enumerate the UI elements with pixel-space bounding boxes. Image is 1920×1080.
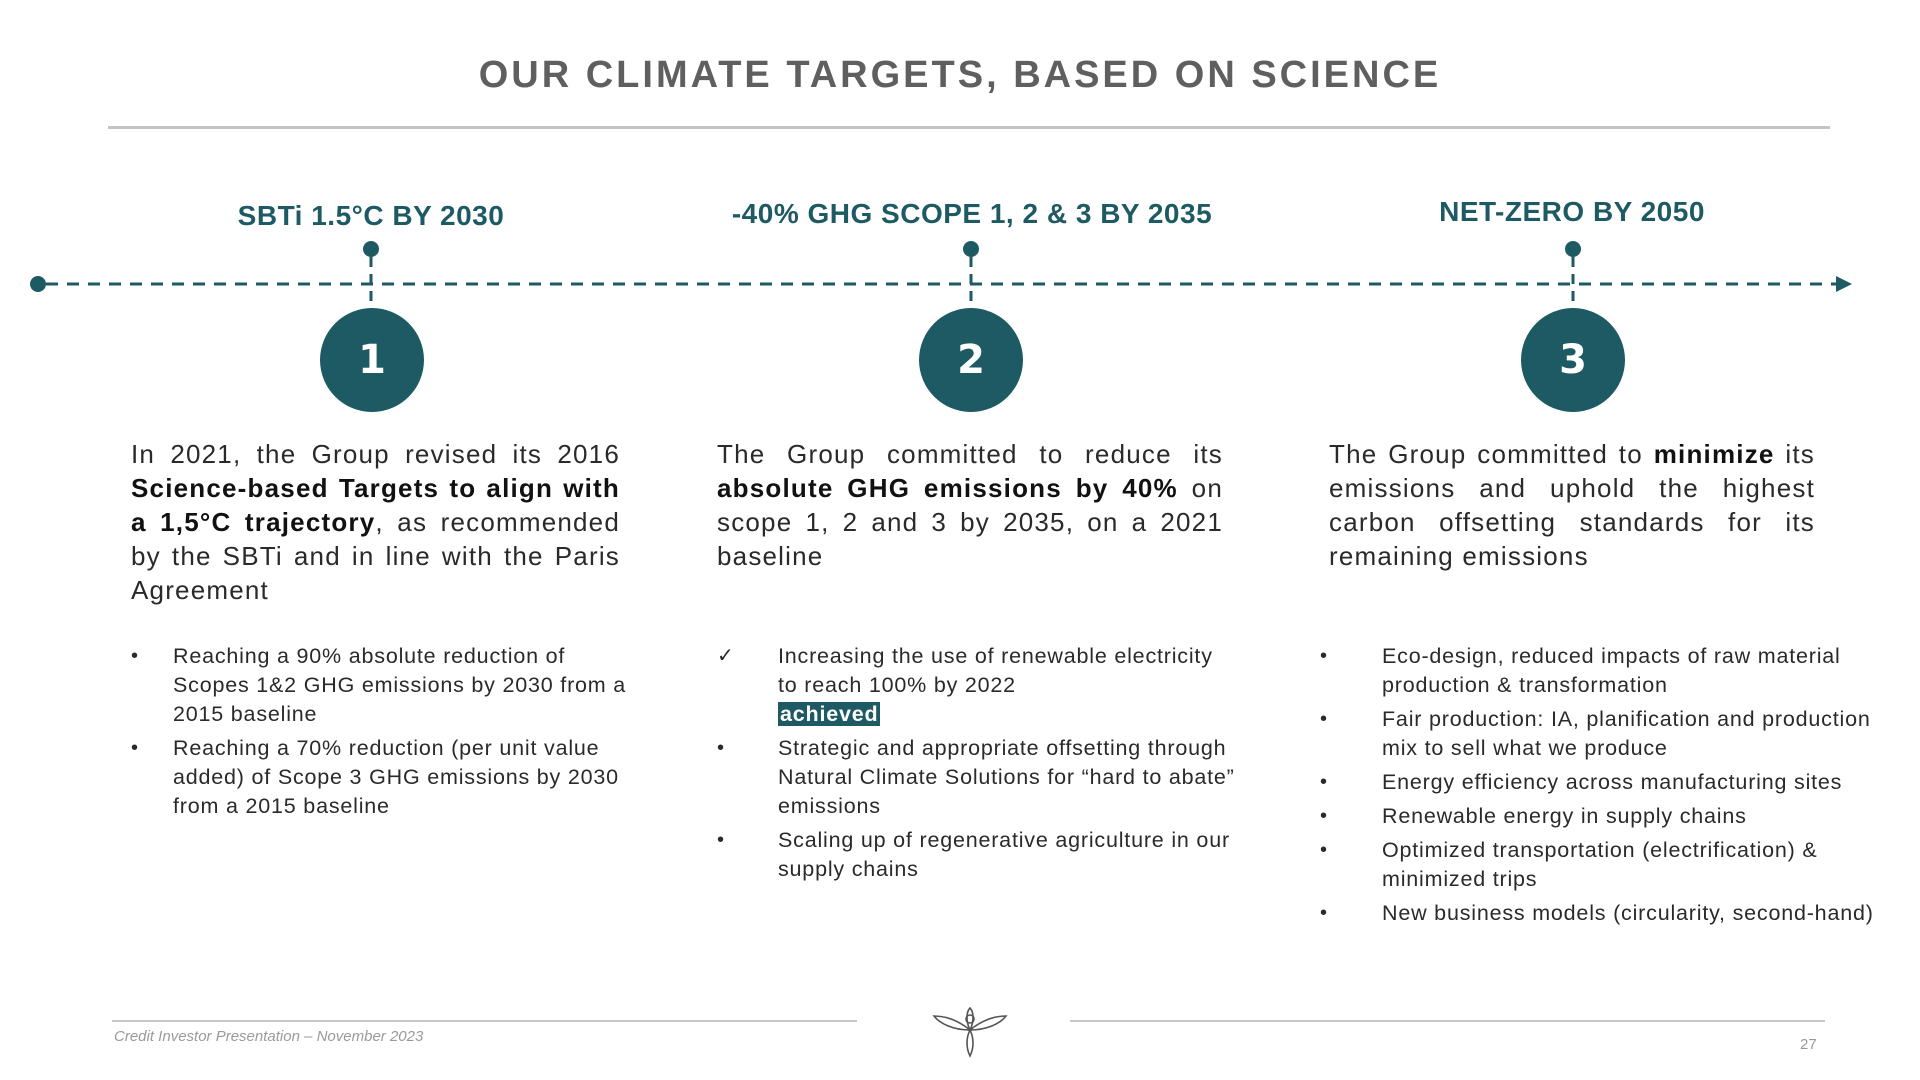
bullet-icon: • (1320, 805, 1328, 827)
milestone-dot-3 (1565, 241, 1581, 257)
list-item (1320, 802, 1880, 831)
bullet-icon: • (717, 737, 725, 759)
bullet-icon: • (1320, 708, 1328, 730)
list-item-text: Increasing the use of renewable electricity to reach 100% by 2022 (778, 644, 1213, 697)
list-item (1320, 768, 1880, 797)
column-2-bullets (717, 642, 1239, 889)
kering-logo-icon (930, 1002, 1010, 1058)
list-item-text: Energy efficiency across manufacturing sites (1382, 770, 1843, 794)
col2-text-c: on scope 1, 2 and 3 by 2035, on a 2021 baseline (717, 473, 1223, 571)
list-item (131, 734, 631, 821)
list-item (717, 826, 1239, 884)
list-item (1320, 836, 1880, 894)
checkmark-icon: ✓ (717, 645, 735, 667)
column-3-bullets (1320, 642, 1880, 933)
footer-divider-left (112, 1020, 857, 1022)
col3-text-bold: minimize (1653, 439, 1775, 469)
bullet-icon: • (1320, 902, 1328, 924)
list-item (1320, 705, 1880, 763)
footer-caption: Credit Investor Presentation – November 2023 (114, 1028, 424, 1045)
list-item-text: Renewable energy in supply chains (1382, 804, 1747, 828)
milestone-label-3: NET-ZERO BY 2050 (1439, 196, 1705, 227)
list-item-achieved (717, 642, 1239, 729)
timeline-arrow-icon (1836, 276, 1852, 292)
column-1-description (131, 437, 620, 607)
col3-text-a: The Group committed to (1329, 439, 1643, 469)
title-divider (108, 126, 1830, 129)
bullet-icon: • (131, 645, 139, 667)
bullet-icon: • (1320, 771, 1328, 793)
step-number-3: 3 (1521, 308, 1625, 412)
col1-text-c: , as recommended by the SBTi and in line with the Paris Agreement (131, 507, 621, 605)
col2-text-bold: absolute GHG emissions by 40% (717, 473, 1178, 503)
step-number-1: 1 (320, 308, 424, 412)
list-item-text: Eco-design, reduced impacts of raw material production & transformation (1382, 644, 1841, 697)
list-item-text: Reaching a 70% reduction (per unit value added) of Scope 3 GHG emissions by 2030 from a 2015 baseline (173, 736, 619, 818)
bullet-icon: • (1320, 839, 1328, 861)
timeline-start-dot (30, 276, 46, 292)
list-item-text: Optimized transportation (electrification) & minimized trips (1382, 838, 1818, 891)
column-2-description (717, 437, 1223, 573)
list-item-text: Fair production: IA, planification and production mix to sell what we produce (1382, 707, 1871, 760)
list-item-text: New business models (circularity, second-hand) (1382, 901, 1874, 925)
list-item-text: Strategic and appropriate offsetting through Natural Climate Solutions for “hard to abate” emissions (778, 736, 1235, 818)
footer-divider-right (1070, 1020, 1825, 1022)
col3-text-c: its emissions and uphold the highest carbon offsetting standards for its remaining emissions (1329, 439, 1815, 571)
achieved-badge: achieved (780, 702, 879, 726)
col1-text-bold: Science-based Targets to align with a 1,5°C trajectory (131, 473, 620, 537)
col1-text-a: In 2021, the Group revised its 2016 (131, 439, 620, 469)
list-item (717, 734, 1239, 821)
page-title: OUR CLIMATE TARGETS, BASED ON SCIENCE (478, 54, 1442, 96)
list-item-text: Scaling up of regenerative agriculture in our supply chains (778, 828, 1230, 881)
milestone-dot-2 (963, 241, 979, 257)
col2-text-a: The Group committed to reduce its (717, 439, 1223, 469)
milestone-label-2: -40% GHG SCOPE 1, 2 & 3 BY 2035 (731, 198, 1213, 229)
column-3-description (1329, 437, 1815, 573)
list-item-text: Reaching a 90% absolute reduction of Scopes 1&2 GHG emissions by 2030 from a 2015 baseline (173, 644, 627, 726)
column-1-bullets (131, 642, 631, 826)
milestone-dot-1 (363, 241, 379, 257)
list-item (1320, 899, 1880, 928)
page-number: 27 (1800, 1036, 1817, 1053)
milestone-label-1: SBTi 1.5°C BY 2030 (237, 200, 505, 231)
bullet-icon: • (717, 829, 725, 851)
bullet-icon: • (1320, 645, 1328, 667)
list-item (1320, 642, 1880, 700)
step-number-2: 2 (919, 308, 1023, 412)
list-item (131, 642, 631, 729)
bullet-icon: • (131, 737, 139, 759)
